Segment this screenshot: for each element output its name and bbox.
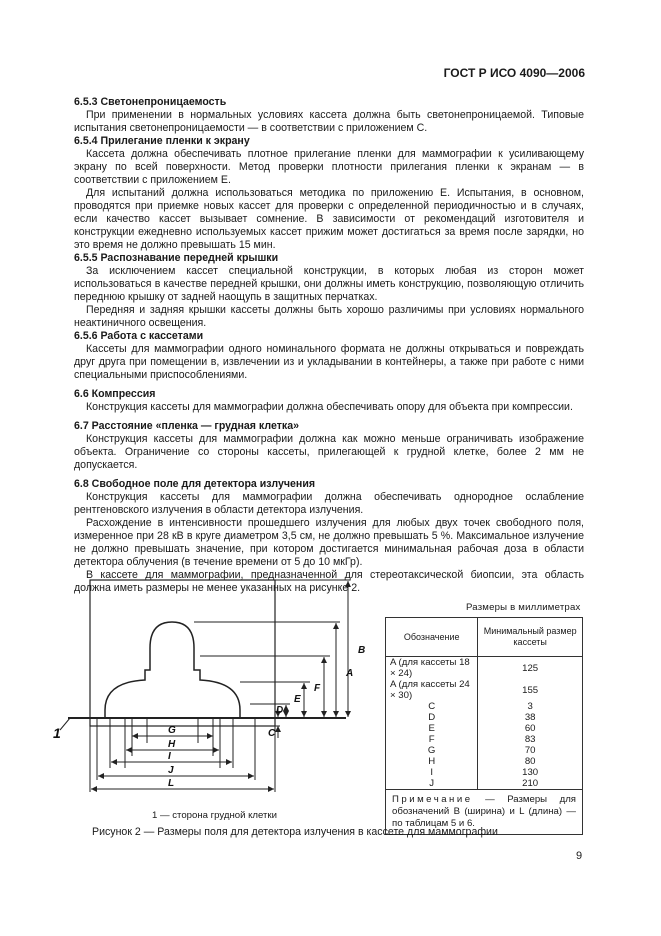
paragraph: Конструкция кассеты для маммографии должна как можно меньше ограничивать изображение объекта. Ограничение со стороны кассеты, прилегающей к грудной клетке, более 2 мм не допускается. [74, 433, 584, 471]
table-row: C 3 [386, 701, 583, 712]
column-header-designation: Обозначение [386, 618, 478, 657]
label-A: A [346, 668, 354, 679]
label-F: F [314, 683, 321, 694]
section-heading-6-5-5: 6.5.5 Распознавание передней крышки [74, 252, 279, 264]
section-heading-6-5-3: 6.5.3 Светонепроницаемость [74, 96, 227, 108]
table-row: J 210 [386, 778, 583, 790]
label-G: G [168, 725, 176, 736]
table-row: A (для кассеты 24 × 30) 155 [386, 679, 583, 701]
section-heading-6-5-4: 6.5.4 Прилегание пленки к экрану [74, 135, 250, 147]
figure-legend: 1 — сторона грудной клетки [152, 810, 277, 821]
section-heading-6-6: 6.6 Компрессия [74, 388, 156, 400]
document-body [74, 96, 584, 595]
table-row: I 130 [386, 767, 583, 778]
paragraph: Конструкция кассеты для маммографии должна обеспечивать опору для объекта при компрессии. [86, 401, 573, 413]
paragraph: Для испытаний должна использоваться методика по приложению Е. Испытания, в основном, проводятся при приемке новых кассет для проверки с определенной периодичностью и в случаях, если качество кассет вызывает сомнение. В зависимости от рекомендаций изготовителя и конструкции ежедневно используемых кассет прижим может достигаться за время после зарядки, но это время не должно превышать 15 мин. [74, 187, 584, 251]
table-row: E 60 [386, 723, 583, 734]
table-row: F 83 [386, 734, 583, 745]
paragraph: В кассете для маммографии, предназначенной для стереотаксической биопсии, эта область должна иметь размеры не менее указанных на рисунке 2. [74, 569, 584, 594]
paragraph: Расхождение в интенсивности прошедшего излучения для любых двух точек свободного поля, измеренное при 28 кВ в круге диаметром 3,5 см, не должно превышать 5 %. Максимальное излучение не должно превышать значение, при котором достигается минимальная рабочая доза в области детектора облучения (в течение времени от 5 до 10 мкГр). [74, 517, 584, 568]
paragraph: Передняя и задняя крышки кассеты должны быть хорошо различимы при условиях нормального неактиничного освещения. [74, 304, 584, 329]
label-L: L [168, 778, 175, 789]
units-note: Размеры в миллиметрах [466, 602, 581, 613]
section-heading-6-5-6: 6.5.6 Работа с кассетами [74, 330, 204, 342]
section-heading-6-7: 6.7 Расстояние «пленка — грудная клетка» [74, 420, 299, 432]
column-header-min-size: Минимальный размер кассеты [478, 618, 583, 657]
table-row: H 80 [386, 756, 583, 767]
paragraph: При применении в нормальных условиях кассета должна быть светонепроницаемой. Типовые испытания светонепроницаемости — в соответствии с приложением С. [74, 109, 584, 134]
table-row: A (для кассеты 18 × 24) 125 [386, 657, 583, 680]
paragraph: За исключением кассет специальной конструкции, в которых любая из сторон может использоваться в качестве передней крышки, они должны иметь конструкцию, позволяющую отличить переднюю крышку от задней наощупь в защитных перчатках. [74, 265, 584, 303]
dimensions-table [385, 617, 583, 835]
field-profile [105, 622, 240, 718]
label-B: B [358, 645, 366, 656]
page-number: 9 [576, 850, 583, 862]
label-D: D [276, 705, 284, 716]
cassette-outline [90, 580, 275, 726]
paragraph: Кассета должна обеспечивать плотное прилегание пленки для маммографии к усиливающему экрану по всей поверхности. Метод проверки плотности прилегания пленки к экранам — в соответствии с приложением Е. [74, 148, 584, 186]
paragraph: Конструкция кассеты для маммографии должна обеспечивать однородное ослабление рентгеновского излучения в области детектора излучения. [74, 491, 584, 516]
figure-caption: Рисунок 2 — Размеры поля для детектора излучения в кассете для маммографии [92, 826, 498, 838]
label-J: J [168, 765, 174, 776]
table-row: G 70 [386, 745, 583, 756]
label-1: 1 [53, 725, 61, 741]
table-row: D 38 [386, 712, 583, 723]
label-H: H [168, 739, 176, 750]
label-E: E [294, 694, 301, 705]
document-header: ГОСТ Р ИСО 4090—2006 [443, 66, 585, 80]
label-I: I [168, 751, 171, 762]
note-text: — Размеры для обозначений B (ширина) и L (длина) — по таблицам 5 и 6. [392, 794, 576, 829]
label-C: C [268, 728, 276, 739]
note-label: Примечание [392, 794, 473, 805]
paragraph: Кассеты для маммографии одного номинального формата не должны открываться и повреждать друг друга при помещении в, извлечении из и укладывании в контейнеры, а также при работе с ними специальными приспособлениями. [74, 343, 584, 381]
section-heading-6-8: 6.8 Свободное поле для детектора излучения [74, 478, 316, 490]
